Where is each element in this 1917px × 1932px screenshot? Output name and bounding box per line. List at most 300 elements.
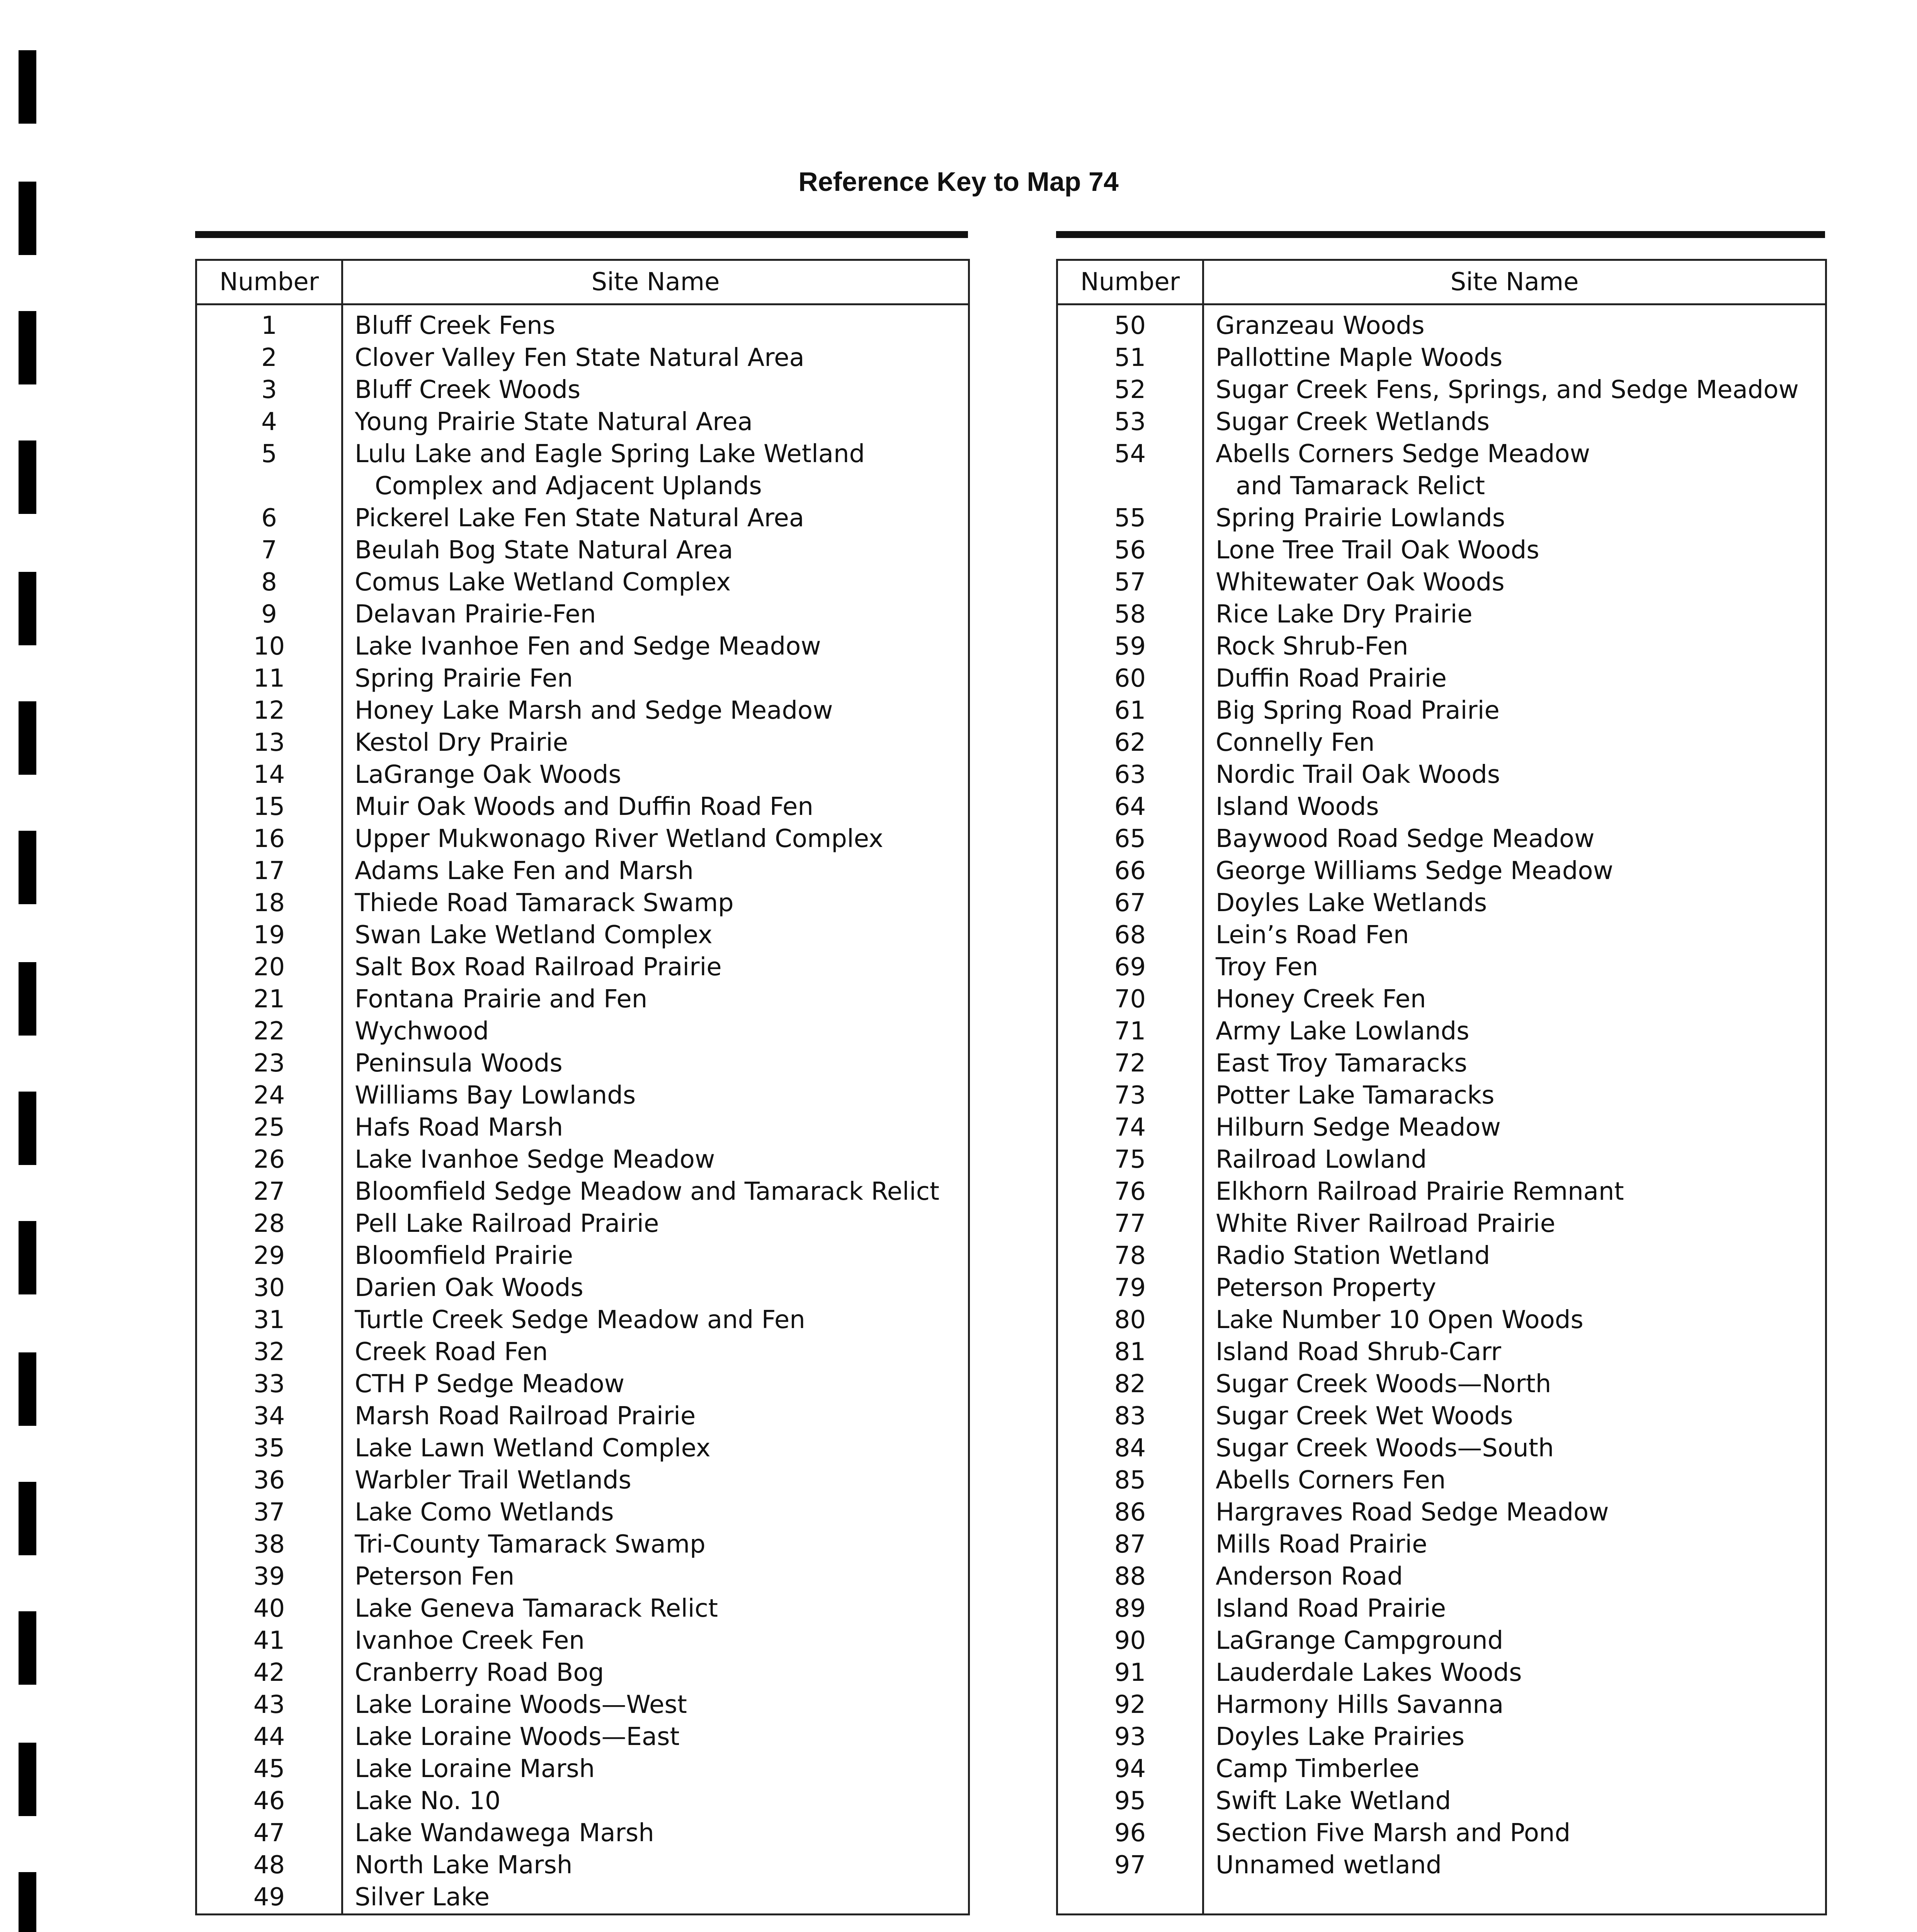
site-name (342, 1593, 969, 1625)
site-name-line: Hafs Road Marsh (355, 1113, 563, 1142)
site-name-line: East Troy Tamaracks (1216, 1049, 1467, 1078)
table-row (196, 727, 969, 759)
site-number: 34 (196, 1400, 342, 1432)
site-name-continuation: Complex and Adjacent Uplands (375, 472, 762, 500)
site-name-line: Turtle Creek Sedge Meadow and Fen (355, 1306, 805, 1334)
table-row (196, 887, 969, 919)
site-name-line: Lake Number 10 Open Woods (1216, 1306, 1584, 1334)
site-name-line: Sugar Creek Wetlands (1216, 408, 1490, 436)
table-row (196, 695, 969, 727)
site-name (1203, 1015, 1826, 1048)
site-name (342, 374, 969, 406)
site-number: 97 (1057, 1849, 1203, 1881)
table-row (1057, 1176, 1826, 1208)
site-name-line: CTH P Sedge Meadow (355, 1370, 625, 1398)
binder-hole-mark (19, 1221, 36, 1294)
table-row (196, 1272, 969, 1304)
site-name (342, 1881, 969, 1915)
site-number: 2 (196, 342, 342, 374)
site-name-line: Rice Lake Dry Prairie (1216, 600, 1473, 629)
site-name-line: Pickerel Lake Fen State Natural Area (355, 504, 805, 532)
site-name-line: Williams Bay Lowlands (355, 1081, 636, 1110)
site-name-line: Lake Geneva Tamarack Relict (355, 1594, 718, 1623)
table-row (1057, 374, 1826, 406)
site-name-line: Lone Tree Trail Oak Woods (1216, 536, 1539, 565)
site-name-line: Peterson Property (1216, 1274, 1436, 1302)
site-name-line: Camp Timberlee (1216, 1755, 1420, 1783)
site-number: 12 (196, 695, 342, 727)
site-number: 91 (1057, 1657, 1203, 1689)
site-name-line: Lake Ivanhoe Sedge Meadow (355, 1145, 715, 1174)
table-row (1057, 1561, 1826, 1593)
table-row (1057, 855, 1826, 887)
table-row (1057, 599, 1826, 631)
site-name (342, 566, 969, 599)
site-number: 3 (196, 374, 342, 406)
table-row (196, 919, 969, 951)
site-name-line: Island Road Prairie (1216, 1594, 1446, 1623)
site-number: 8 (196, 566, 342, 599)
table-row (1057, 1304, 1826, 1336)
site-number: 60 (1057, 663, 1203, 695)
site-name-line: Lein’s Road Fen (1216, 921, 1409, 949)
site-name-line: Sugar Creek Wet Woods (1216, 1402, 1513, 1430)
site-name-line: Whitewater Oak Woods (1216, 568, 1505, 597)
site-name-line: Comus Lake Wetland Complex (355, 568, 731, 597)
site-number: 10 (196, 631, 342, 663)
table-row (196, 374, 969, 406)
table-row (196, 1240, 969, 1272)
binder-hole-mark (19, 1482, 36, 1555)
site-name-line: Island Road Shrub-Carr (1216, 1338, 1501, 1366)
site-name-line: Bluff Creek Woods (355, 376, 581, 404)
table-row (1057, 1208, 1826, 1240)
number-column-header: Number (196, 260, 342, 304)
site-name (1203, 1593, 1826, 1625)
site-name-line: Silver Lake (355, 1883, 490, 1912)
site-number: 26 (196, 1144, 342, 1176)
site-number: 94 (1057, 1753, 1203, 1785)
site-name-line: Beulah Bog State Natural Area (355, 536, 733, 565)
site-name-line: Doyles Lake Wetlands (1216, 889, 1487, 917)
site-name (1203, 1529, 1826, 1561)
site-name (1203, 1176, 1826, 1208)
table-header-row (1057, 260, 1826, 304)
site-name (1203, 887, 1826, 919)
table-row (1057, 1464, 1826, 1497)
table-row (1057, 1144, 1826, 1176)
site-number: 80 (1057, 1304, 1203, 1336)
table-row (1057, 1849, 1826, 1881)
site-name-line: North Lake Marsh (355, 1851, 573, 1879)
blank-cell (1203, 1881, 1826, 1915)
binder-hole-mark (19, 50, 36, 124)
table-row (196, 1657, 969, 1689)
site-name-line: Swan Lake Wetland Complex (355, 921, 713, 949)
table-row (1057, 1625, 1826, 1657)
table-row (196, 759, 969, 791)
site-number: 16 (196, 823, 342, 855)
table-row (1057, 1048, 1826, 1080)
site-name-line: Railroad Lowland (1216, 1145, 1427, 1174)
site-number: 77 (1057, 1208, 1203, 1240)
site-name (1203, 599, 1826, 631)
site-number: 45 (196, 1753, 342, 1785)
site-name-line: Lake Loraine Woods—East (355, 1723, 680, 1751)
site-name (1203, 983, 1826, 1015)
site-number: 90 (1057, 1625, 1203, 1657)
site-number: 13 (196, 727, 342, 759)
site-number: 87 (1057, 1529, 1203, 1561)
table-row (196, 983, 969, 1015)
table-row (196, 1817, 969, 1849)
site-name (1203, 304, 1826, 342)
site-name-line: Sugar Creek Fens, Springs, and Sedge Meadow (1216, 376, 1799, 404)
site-name (342, 951, 969, 983)
site-number: 15 (196, 791, 342, 823)
site-number: 72 (1057, 1048, 1203, 1080)
site-number: 96 (1057, 1817, 1203, 1849)
site-name (1203, 759, 1826, 791)
right-reference-table (1056, 259, 1827, 1915)
site-name-line: Lake Loraine Woods—West (355, 1690, 687, 1719)
site-name-line: Clover Valley Fen State Natural Area (355, 344, 805, 372)
site-name (1203, 823, 1826, 855)
site-name-line: Spring Prairie Fen (355, 664, 573, 693)
binder-hole-mark (19, 1611, 36, 1685)
site-number: 6 (196, 502, 342, 534)
site-name (1203, 1304, 1826, 1336)
site-number: 14 (196, 759, 342, 791)
site-number: 53 (1057, 406, 1203, 438)
table-row (196, 304, 969, 342)
site-number: 9 (196, 599, 342, 631)
site-name-line: Creek Road Fen (355, 1338, 548, 1366)
site-name (342, 1208, 969, 1240)
table-row (1057, 1080, 1826, 1112)
table-row (196, 1080, 969, 1112)
site-name-line: Lake Lawn Wetland Complex (355, 1434, 711, 1463)
site-name-line: Army Lake Lowlands (1216, 1017, 1470, 1046)
site-name (1203, 1464, 1826, 1497)
site-number: 51 (1057, 342, 1203, 374)
site-name (342, 663, 969, 695)
table-row (196, 1529, 969, 1561)
site-name-line: Kestol Dry Prairie (355, 728, 568, 757)
site-name (1203, 1753, 1826, 1785)
site-name-line: Muir Oak Woods and Duffin Road Fen (355, 793, 813, 821)
site-number: 82 (1057, 1368, 1203, 1400)
binder-hole-mark (19, 962, 36, 1036)
site-name (1203, 566, 1826, 599)
table-row (196, 1400, 969, 1432)
site-name (342, 1144, 969, 1176)
table-row (1057, 1400, 1826, 1432)
table-row (196, 1144, 969, 1176)
site-name-line: Spring Prairie Lowlands (1216, 504, 1505, 532)
site-name-line: Unnamed wetland (1216, 1851, 1442, 1879)
site-number: 48 (196, 1849, 342, 1881)
table-row (1057, 663, 1826, 695)
site-name (342, 502, 969, 534)
table-row (196, 1497, 969, 1529)
site-name-line: Darien Oak Woods (355, 1274, 583, 1302)
table-row (196, 342, 969, 374)
site-name (1203, 919, 1826, 951)
table-row (196, 663, 969, 695)
table-row (1057, 1497, 1826, 1529)
site-name-line: Baywood Road Sedge Meadow (1216, 825, 1595, 853)
table-row (196, 1336, 969, 1368)
site-name-line: Cranberry Road Bog (355, 1658, 604, 1687)
site-name-line: Fontana Prairie and Fen (355, 985, 648, 1014)
table-row (196, 1561, 969, 1593)
site-name-line: Young Prairie State Natural Area (355, 408, 753, 436)
table-row (1057, 791, 1826, 823)
site-name (342, 1015, 969, 1048)
site-number: 50 (1057, 304, 1203, 342)
table-row (196, 1849, 969, 1881)
site-name (1203, 1432, 1826, 1464)
site-number: 29 (196, 1240, 342, 1272)
site-name-line: Bluff Creek Fens (355, 311, 556, 340)
table-row (196, 1689, 969, 1721)
site-name (342, 1400, 969, 1432)
site-number: 47 (196, 1817, 342, 1849)
site-name-line: Ivanhoe Creek Fen (355, 1626, 585, 1655)
site-number: 35 (196, 1432, 342, 1464)
table-row (196, 1721, 969, 1753)
site-number: 1 (196, 304, 342, 342)
site-name (1203, 1336, 1826, 1368)
site-name-line: Lake Wandawega Marsh (355, 1819, 654, 1847)
site-name-line: Sugar Creek Woods—South (1216, 1434, 1554, 1463)
table-row (196, 1785, 969, 1817)
site-name-line: Delavan Prairie-Fen (355, 600, 596, 629)
site-name (342, 1785, 969, 1817)
site-name-line: Warbler Trail Wetlands (355, 1466, 631, 1495)
site-name (1203, 1625, 1826, 1657)
site-number: 30 (196, 1272, 342, 1304)
site-name-line: Marsh Road Railroad Prairie (355, 1402, 696, 1430)
site-name-line: Bloomfield Sedge Meadow and Tamarack Relict (355, 1177, 939, 1206)
table-row (1057, 1721, 1826, 1753)
site-name-line: Nordic Trail Oak Woods (1216, 760, 1500, 789)
site-number: 61 (1057, 695, 1203, 727)
site-name (342, 599, 969, 631)
site-name (342, 1529, 969, 1561)
site-number: 19 (196, 919, 342, 951)
binder-hole-mark (19, 831, 36, 904)
site-name-line: Pallottine Maple Woods (1216, 344, 1503, 372)
site-name (1203, 1048, 1826, 1080)
site-name (1203, 1497, 1826, 1529)
site-name-line: Potter Lake Tamaracks (1216, 1081, 1495, 1110)
site-name (342, 1304, 969, 1336)
site-number: 52 (1057, 374, 1203, 406)
table-row (1057, 1015, 1826, 1048)
site-number: 23 (196, 1048, 342, 1080)
site-name (342, 855, 969, 887)
table-row (1057, 759, 1826, 791)
site-number: 78 (1057, 1240, 1203, 1272)
site-name (342, 1561, 969, 1593)
site-number: 46 (196, 1785, 342, 1817)
table-row (196, 534, 969, 566)
site-number: 92 (1057, 1689, 1203, 1721)
site-name (1203, 1080, 1826, 1112)
site-name-line: Tri-County Tamarack Swamp (355, 1530, 706, 1559)
site-number: 58 (1057, 599, 1203, 631)
site-name (342, 1625, 969, 1657)
binder-hole-mark (19, 1872, 36, 1932)
site-number: 57 (1057, 566, 1203, 599)
site-number: 70 (1057, 983, 1203, 1015)
site-name-line: Sugar Creek Woods—North (1216, 1370, 1551, 1398)
site-name (1203, 438, 1826, 502)
site-name-line: Mills Road Prairie (1216, 1530, 1427, 1559)
site-number: 28 (196, 1208, 342, 1240)
table-row (196, 502, 969, 534)
table-row (196, 566, 969, 599)
table-row (196, 823, 969, 855)
site-name-line: Honey Lake Marsh and Sedge Meadow (355, 696, 833, 725)
table-row (196, 1304, 969, 1336)
site-name-line: Lake Ivanhoe Fen and Sedge Meadow (355, 632, 821, 661)
site-name-line: Honey Creek Fen (1216, 985, 1426, 1014)
site-name-continuation: and Tamarack Relict (1236, 472, 1485, 500)
site-name-line: Pell Lake Railroad Prairie (355, 1209, 659, 1238)
site-number: 36 (196, 1464, 342, 1497)
table-row (1057, 438, 1826, 502)
site-name (342, 1080, 969, 1112)
site-number: 22 (196, 1015, 342, 1048)
right-table-rule (1056, 231, 1825, 238)
table-row (196, 951, 969, 983)
site-name-line: White River Railroad Prairie (1216, 1209, 1555, 1238)
site-number: 86 (1057, 1497, 1203, 1529)
table-row (1057, 1112, 1826, 1144)
site-name-line: Island Woods (1216, 793, 1379, 821)
site-name (342, 695, 969, 727)
site-name (1203, 374, 1826, 406)
site-name (342, 823, 969, 855)
site-name-line: Hargraves Road Sedge Meadow (1216, 1498, 1609, 1527)
site-number: 73 (1057, 1080, 1203, 1112)
site-name (342, 1753, 969, 1785)
table-row (196, 1625, 969, 1657)
table-row (1057, 1753, 1826, 1785)
site-name-line: Duffin Road Prairie (1216, 664, 1447, 693)
site-name-line: Lulu Lake and Eagle Spring Lake Wetland (355, 440, 865, 468)
site-number: 74 (1057, 1112, 1203, 1144)
site-number: 85 (1057, 1464, 1203, 1497)
site-number: 27 (196, 1176, 342, 1208)
site-number: 89 (1057, 1593, 1203, 1625)
site-number: 63 (1057, 759, 1203, 791)
site-number: 62 (1057, 727, 1203, 759)
site-name (1203, 1240, 1826, 1272)
page-title: Reference Key to Map 74 (798, 167, 1119, 197)
site-number: 55 (1057, 502, 1203, 534)
site-name (342, 438, 969, 502)
site-name (342, 631, 969, 663)
table-row (196, 855, 969, 887)
site-number: 41 (196, 1625, 342, 1657)
site-name-line: Swift Lake Wetland (1216, 1787, 1451, 1815)
site-name (1203, 1112, 1826, 1144)
site-number: 76 (1057, 1176, 1203, 1208)
site-name-line: Peterson Fen (355, 1562, 515, 1591)
site-name (1203, 695, 1826, 727)
site-number: 40 (196, 1593, 342, 1625)
table-row (1057, 919, 1826, 951)
site-number: 4 (196, 406, 342, 438)
table-row (1057, 983, 1826, 1015)
table-row (196, 406, 969, 438)
site-name (342, 1336, 969, 1368)
site-name (1203, 1400, 1826, 1432)
site-name-line: Troy Fen (1216, 953, 1318, 981)
binder-hole-mark (19, 1743, 36, 1816)
site-number: 69 (1057, 951, 1203, 983)
site-name-line: Hilburn Sedge Meadow (1216, 1113, 1501, 1142)
site-name-line: Peninsula Woods (355, 1049, 563, 1078)
blank-row (1057, 1881, 1826, 1915)
site-number: 37 (196, 1497, 342, 1529)
table-row (1057, 1593, 1826, 1625)
site-name (342, 1817, 969, 1849)
site-number: 67 (1057, 887, 1203, 919)
table-row (1057, 502, 1826, 534)
site-name (342, 534, 969, 566)
table-row (1057, 695, 1826, 727)
site-name (1203, 855, 1826, 887)
table-row (1057, 1240, 1826, 1272)
site-name-line: Adams Lake Fen and Marsh (355, 857, 694, 885)
site-name-line: Lauderdale Lakes Woods (1216, 1658, 1522, 1687)
table-row (1057, 823, 1826, 855)
site-name (1203, 727, 1826, 759)
site-number: 83 (1057, 1400, 1203, 1432)
site-number: 7 (196, 534, 342, 566)
table-row (1057, 1529, 1826, 1561)
table-row (1057, 534, 1826, 566)
site-name-line: Upper Mukwonago River Wetland Complex (355, 825, 883, 853)
table-row (196, 631, 969, 663)
site-name-line: Bloomfield Prairie (355, 1242, 573, 1270)
site-number: 17 (196, 855, 342, 887)
site-name (1203, 1817, 1826, 1849)
table-row (1057, 342, 1826, 374)
table-row (1057, 1336, 1826, 1368)
site-number: 93 (1057, 1721, 1203, 1753)
site-name (342, 1657, 969, 1689)
table-row (1057, 1689, 1826, 1721)
site-number: 88 (1057, 1561, 1203, 1593)
site-number: 32 (196, 1336, 342, 1368)
table-row (1057, 1272, 1826, 1304)
site-number: 18 (196, 887, 342, 919)
site-number: 33 (196, 1368, 342, 1400)
site-number: 44 (196, 1721, 342, 1753)
site-name-line: George Williams Sedge Meadow (1216, 857, 1613, 885)
binder-holes (0, 0, 77, 1932)
site-name-line: Salt Box Road Railroad Prairie (355, 953, 722, 981)
site-name-line: Thiede Road Tamarack Swamp (355, 889, 734, 917)
site-name (1203, 1849, 1826, 1881)
site-name (342, 304, 969, 342)
